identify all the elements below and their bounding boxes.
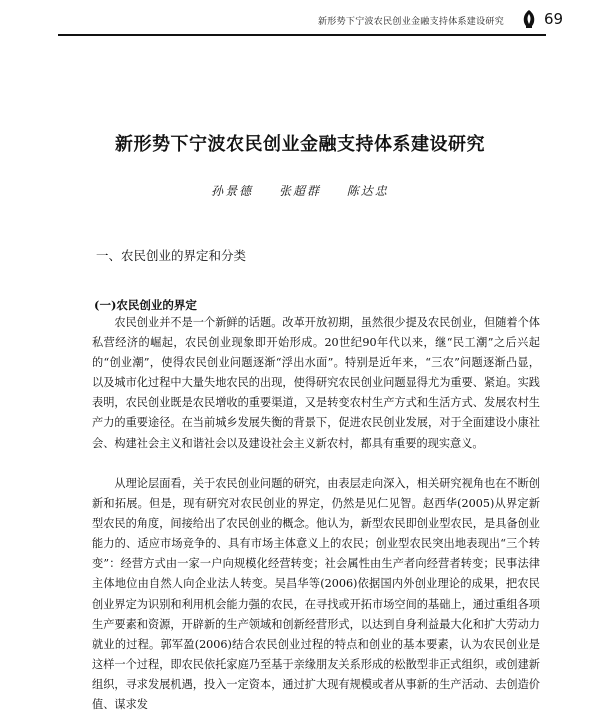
journal-logo-icon (521, 9, 537, 29)
body-paragraph: 农民创业并不是一个新鲜的话题。改革开放初期，虽然很少提及农民创业，但随着个体私营经济的崛起，农民创业现象即开始形成。20世纪90年代以来，继“民工潮”之后兴起的“创业潮”，使得农民创业问题逐渐“浮出水面”。特别是近年来，“三农”问题逐渐凸显，以及城市化过程中大量失地农民的出现，使得研究农民创业问题显得尤为重要、紧迫。实践表明，农民创业既是农民增收的重要渠道，又是转变农村生产方式和生活方式、发展农村生产力的重要途径。在当前城乡发展失衡的背景下，促进农民创业发展，对于全面建设小康社会、构建社会主义和谐社会以及建设社会主义新农村，都具有重要的现实意义。 (92, 316, 540, 450)
running-title: 新形势下宁波农民创业金融支持体系建设研究 (318, 17, 505, 27)
paper-title: 新形势下宁波农民创业金融支持体系建设研究 (115, 134, 485, 155)
section-heading: 一、农民创业的界定和分类 (96, 248, 247, 263)
body-paragraph: 从理论层面看，关于农民创业问题的研究，由表层走向深入，相关研究视角也在不断创新和拓展。但是，现有研究对农民创业的界定，仍然是见仁见智。赵西华(2005)从界定新型农民的角度，间接给出了农民创业的概念。他认为，新型农民即创业型农民，是具备创业能力的、适应市场竞争的、具有市场主体意义上的农民；创业型农民突出地表现出“三个转变”：经营方式由一家一户向规模化经营转变；社会属性由生产者向经营者转变；民事法律主体地位由自然人向企业法人转变。吴昌华等(2006)依据国内外创业理论的成果，把农民创业界定为识别和利用机会能力强的农民，在寻找或开拓市场空间的基础上，通过重组各项生产要素和资源，开辟新的生产领域和创新经营形式，以达到自身利益最大化和扩大劳动力就业的过程。郭军盈(2006)结合农民创业过程的特点和创业的基本要素，认为农民创业是这样一个过程，即农民依托家庭乃至基于亲缘朋友关系形成的松散型非正式组织，或创建新组织，寻求发展机遇，投入一定资本，通过扩大现有规模或者从事新的生产活动、去创造价值、谋求发 (92, 477, 540, 712)
paper-authors: 孙景德 张超群 陈达忠 (211, 184, 389, 198)
header-rule (58, 34, 546, 36)
running-header (0, 0, 600, 40)
page-number: 69 (544, 10, 564, 28)
subsection-heading: (一)农民创业的界定 (94, 298, 197, 312)
